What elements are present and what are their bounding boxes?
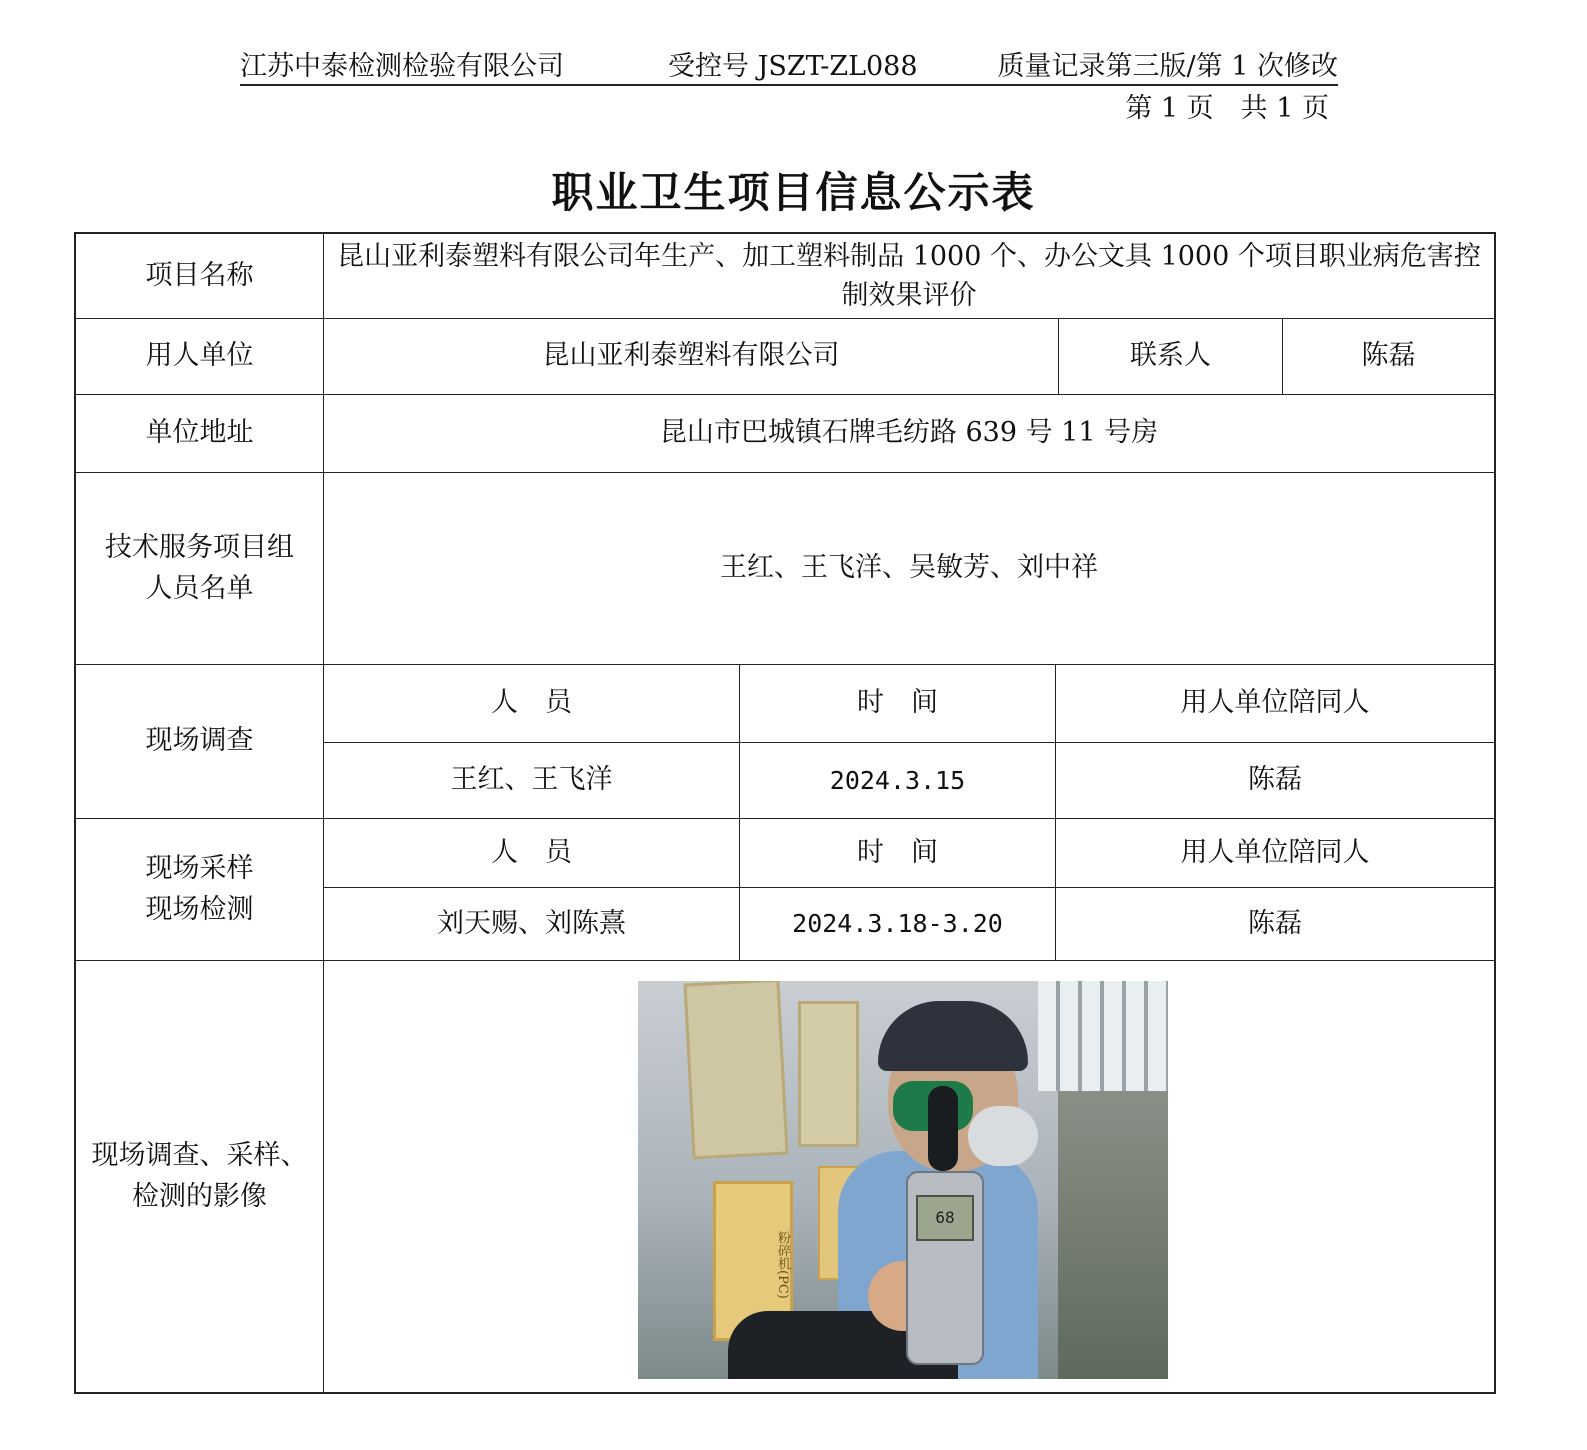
equipment-sign: 粉碎机(PC): [713, 1181, 793, 1341]
images-cell: [324, 961, 1494, 1392]
wall-notice-1: [683, 981, 788, 1159]
info-table: [74, 232, 1496, 1394]
wall-notice-2: [798, 1001, 859, 1147]
address-label: 单位地址: [76, 395, 324, 472]
images-label-line2: 检测的影像: [132, 1180, 267, 1212]
survey-label: 现场调查: [76, 665, 324, 818]
company-name: 江苏中泰检测检验有限公司: [240, 51, 564, 82]
page-title: 职业卫生项目信息公示表: [551, 168, 1036, 217]
row-sampling: [76, 818, 1494, 960]
sampling-col-escort: 用人单位陪同人: [1055, 819, 1494, 887]
window: [1038, 981, 1168, 1091]
sampling-label-line1: 现场采样: [145, 853, 254, 884]
row-team: [76, 472, 1494, 664]
wall-corner: [1058, 1091, 1168, 1379]
team-value: 王红、王飞洋、吴敏芳、刘中祥: [720, 552, 1098, 584]
survey-subtable: [324, 665, 1494, 818]
survey-col-time: 时 间: [739, 665, 1055, 742]
sampling-label: [76, 819, 324, 960]
sampling-col-time: 时 间: [739, 819, 1055, 887]
sampling-label-line2: 现场检测: [145, 893, 254, 925]
meter-display: 68: [916, 1195, 974, 1241]
survey-personnel: 王红、王飞洋: [450, 764, 613, 796]
document-header: [240, 40, 1338, 86]
team-label: [76, 473, 324, 664]
sampling-personnel: 刘天赐、刘陈熹: [437, 907, 626, 939]
employer-value: 昆山亚利泰塑料有限公司: [542, 340, 840, 372]
control-number: 受控号 JSZT-ZL088: [668, 51, 918, 82]
images-label: [76, 961, 324, 1392]
project-label: 项目名称: [76, 234, 324, 318]
team-label-line1: 技术服务项目组: [105, 532, 294, 563]
row-images: [76, 960, 1494, 1392]
sound-level-meter: [906, 1171, 984, 1365]
sampling-time: 2024.3.18-3.20: [739, 888, 1055, 960]
meter-microphone: [928, 1086, 958, 1171]
survey-escort: 陈磊: [1055, 743, 1494, 818]
respirator-mask: [968, 1106, 1038, 1166]
worker-cap: [878, 1001, 1028, 1071]
sampling-col-personnel: 人 员: [491, 836, 572, 868]
row-survey: [76, 664, 1494, 818]
address-value: 昆山市巴城镇石牌毛纺路 639 号 11 号房: [659, 417, 1159, 449]
sampling-escort: 陈磊: [1055, 888, 1494, 960]
team-label-line2: 人员名单: [145, 572, 254, 604]
images-label-line1: 现场调查、采样、: [91, 1140, 308, 1171]
record-version: 质量记录第三版/第 1 次修改: [997, 51, 1338, 82]
row-project: [76, 234, 1494, 318]
survey-col-escort: 用人单位陪同人: [1055, 665, 1494, 742]
row-employer: [76, 318, 1494, 394]
contact-label: 联系人: [1058, 319, 1282, 394]
employer-label: 用人单位: [76, 319, 324, 394]
survey-col-personnel: 人 员: [491, 687, 572, 719]
survey-time: 2024.3.15: [739, 743, 1055, 818]
contact-value: 陈磊: [1282, 319, 1494, 394]
sampling-subtable: [324, 819, 1494, 960]
page-info: 第 1 页 共 1 页: [1125, 93, 1329, 124]
row-address: [76, 394, 1494, 472]
project-value: 昆山亚利泰塑料有限公司年生产、加工塑料制品 1000 个、办公文具 1000 个项目职业病危害控制效果评价: [337, 240, 1481, 311]
site-photo: [638, 981, 1168, 1379]
